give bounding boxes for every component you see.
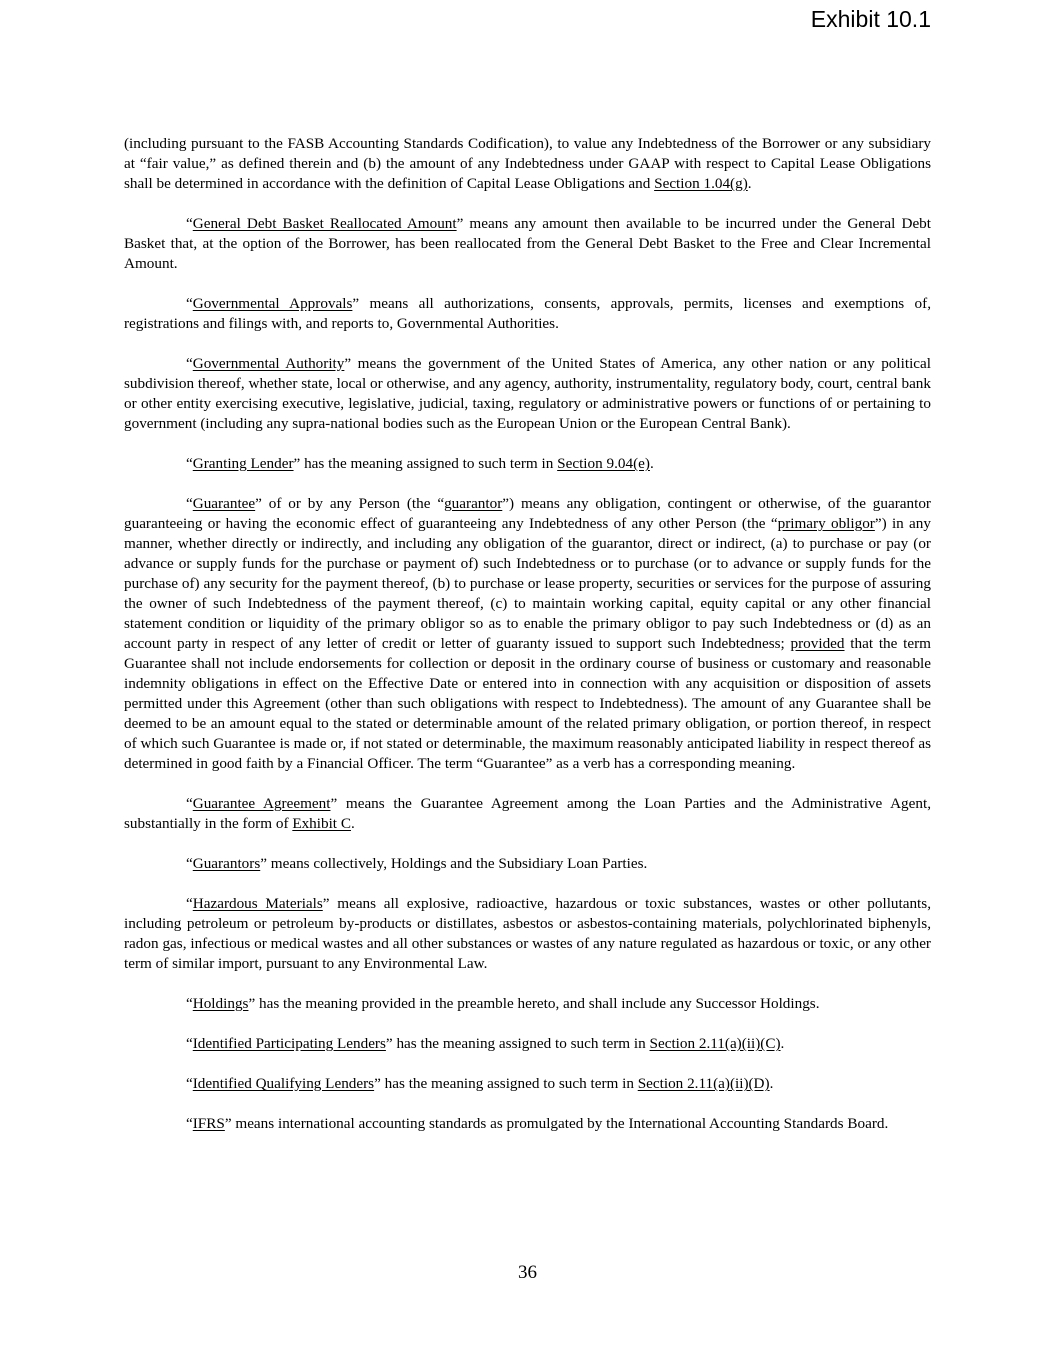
- definition-paragraph: [124, 1114, 931, 1134]
- document-body: [124, 134, 931, 1154]
- defined-term: guarantor: [444, 495, 503, 512]
- definition-paragraph: [124, 794, 931, 834]
- defined-term: Governmental Authority: [192, 355, 345, 372]
- paragraph-text: .: [769, 1075, 774, 1092]
- paragraph-text: “: [186, 295, 193, 312]
- paragraph-text: ” means international accounting standards as promulgated by the International Accounting Standards Board.: [224, 1115, 889, 1132]
- defined-term: Hazardous Materials: [192, 895, 323, 912]
- defined-term: Section 2.11(a)(ii)(C): [649, 1035, 781, 1052]
- paragraph-text: “: [186, 855, 193, 872]
- paragraph-text: ” means any amount then available to be incurred under the General Debt Basket that, at the option of the Borrower, has been reallocated from the General Debt Basket to the Free and Clear Incremental Amount.: [124, 215, 931, 272]
- defined-term: Guarantee: [192, 495, 256, 512]
- paragraph-text: “: [186, 455, 193, 472]
- paragraph-text: .: [747, 175, 752, 192]
- paragraph-text: “: [186, 1075, 193, 1092]
- paragraph-text: “: [186, 995, 193, 1012]
- paragraph-text: “: [186, 495, 193, 512]
- definition-paragraph: [124, 214, 931, 274]
- paragraph-text: “: [186, 795, 193, 812]
- definition-paragraph: [124, 134, 931, 194]
- paragraph-text: ” of or by any Person (the “: [255, 495, 445, 512]
- defined-term: Section 2.11(a)(ii)(D): [637, 1075, 770, 1092]
- paragraph-text: (including pursuant to the FASB Accounting Standards Codification), to value any Indebtedness of the Borrower or any subsidiary at “fair value,” as defined therein and (b) the amount of any Indebtedness under GAAP with respect to Capital Lease Obligations shall be determined in accordance with the definition of Capital Lease Obligations and: [124, 135, 931, 192]
- defined-term: Guarantors: [192, 855, 261, 872]
- definition-paragraph: [124, 354, 931, 434]
- defined-term: Governmental Approvals: [192, 295, 353, 312]
- paragraph-text: “: [186, 1035, 193, 1052]
- defined-term: Guarantee Agreement: [192, 795, 331, 812]
- definition-paragraph: [124, 1034, 931, 1054]
- definition-paragraph: [124, 294, 931, 334]
- defined-term: Identified Qualifying Lenders: [192, 1075, 375, 1092]
- defined-term: General Debt Basket Reallocated Amount: [192, 215, 457, 232]
- definition-paragraph: [124, 494, 931, 774]
- paragraph-text: that the term Guarantee shall not include endorsements for collection or deposit in the ordinary course of business or customary and reasonable indemnity obligations in effect on the Effective Date or entered into in connection with any acquisition or disposition of assets permitted under this Agreement (other than such obligations with respect to Indebtedness). The amount of any Guarantee shall be deemed to be an amount equal to the stated or determinable amount of the related primary obligation, or portion thereof, in respect of which such Guarantee is made or, if not stated or determinable, the maximum reasonably anticipated liability in respect thereof as determined in good faith by a Financial Officer. The term “Guarantee” as a verb has a corresponding meaning.: [124, 635, 931, 772]
- paragraph-text: “: [186, 1115, 193, 1132]
- page-number: 36: [518, 1262, 537, 1283]
- paragraph-text: “: [186, 895, 193, 912]
- defined-term: provided: [790, 635, 845, 652]
- paragraph-text: “: [186, 215, 193, 232]
- defined-term: Section 9.04(e): [557, 455, 650, 472]
- paragraph-text: ” has the meaning provided in the preamble hereto, and shall include any Successor Holdings.: [248, 995, 820, 1012]
- paragraph-text: ” has the meaning assigned to such term in: [374, 1075, 638, 1092]
- defined-term: Identified Participating Lenders: [192, 1035, 386, 1052]
- paragraph-text: “: [186, 355, 193, 372]
- definition-paragraph: [124, 994, 931, 1014]
- paragraph-text: .: [350, 815, 355, 832]
- defined-term: Exhibit C: [292, 815, 351, 832]
- definition-paragraph: [124, 894, 931, 974]
- paragraph-text: ”) means any obligation, contingent or otherwise, of the guarantor guaranteeing or having the economic effect of guaranteeing any Indebtedness of any other Person (the “: [124, 495, 931, 532]
- definition-paragraph: [124, 1074, 931, 1094]
- exhibit-label: Exhibit 10.1: [810, 6, 931, 32]
- paragraph-text: ” means the government of the United States of America, any other nation or any political subdivision thereof, whether state, local or otherwise, and any agency, authority, instrumentality, regulatory body, court, central bank or other entity exercising executive, legislative, judicial, taxing, regulatory or administrative powers or functions of or pertaining to government (including any supra-national bodies such as the European Union or the European Central Bank).: [124, 355, 931, 432]
- definition-paragraph: [124, 854, 931, 874]
- paragraph-text: .: [649, 455, 654, 472]
- paragraph-text: ” means the Guarantee Agreement among the Loan Parties and the Administrative Agent, substantially in the form of: [124, 795, 931, 832]
- paragraph-text: .: [780, 1035, 785, 1052]
- paragraph-text: ” means all explosive, radioactive, hazardous or toxic substances, wastes or other pollutants, including petroleum or petroleum by-products or distillates, asbestos or asbestos-containing materials, polychlorinated biphenyls, radon gas, infectious or medical wastes and all other substances or wastes of any nature regulated as hazardous or toxic, or any other term of similar import, pursuant to any Environmental Law.: [124, 895, 931, 972]
- defined-term: primary obligor: [777, 515, 875, 532]
- paragraph-text: ” has the meaning assigned to such term in: [293, 455, 558, 472]
- defined-term: IFRS: [192, 1115, 225, 1132]
- paragraph-text: ” has the meaning assigned to such term in: [385, 1035, 650, 1052]
- defined-term: Holdings: [192, 995, 249, 1012]
- paragraph-text: ”) in any manner, whether directly or indirectly, and including any obligation of the guarantor, direct or indirect, (a) to purchase or pay (or advance or supply funds for the purchase or payment of) such Indebtedness or to purchase (or to advance or supply funds for the purchase of) any security for the payment thereof, (b) to purchase or lease property, securities or services for the purpose of assuring the owner of such Indebtedness of the payment thereof, (c) to maintain working capital, equity capital or any other financial statement condition or liquidity of the primary obligor so as to enable the primary obligor to pay such Indebtedness or (d) as an account party in respect of any letter of credit or letter of guaranty issued to support such Indebtedness;: [124, 515, 931, 652]
- paragraph-text: ” means all authorizations, consents, approvals, permits, licenses and exemptions of, registrations and filings with, and reports to, Governmental Authorities.: [124, 295, 931, 332]
- defined-term: Granting Lender: [192, 455, 294, 472]
- paragraph-text: ” means collectively, Holdings and the Subsidiary Loan Parties.: [260, 855, 648, 872]
- definition-paragraph: [124, 454, 931, 474]
- defined-term: Section 1.04(g): [654, 175, 748, 192]
